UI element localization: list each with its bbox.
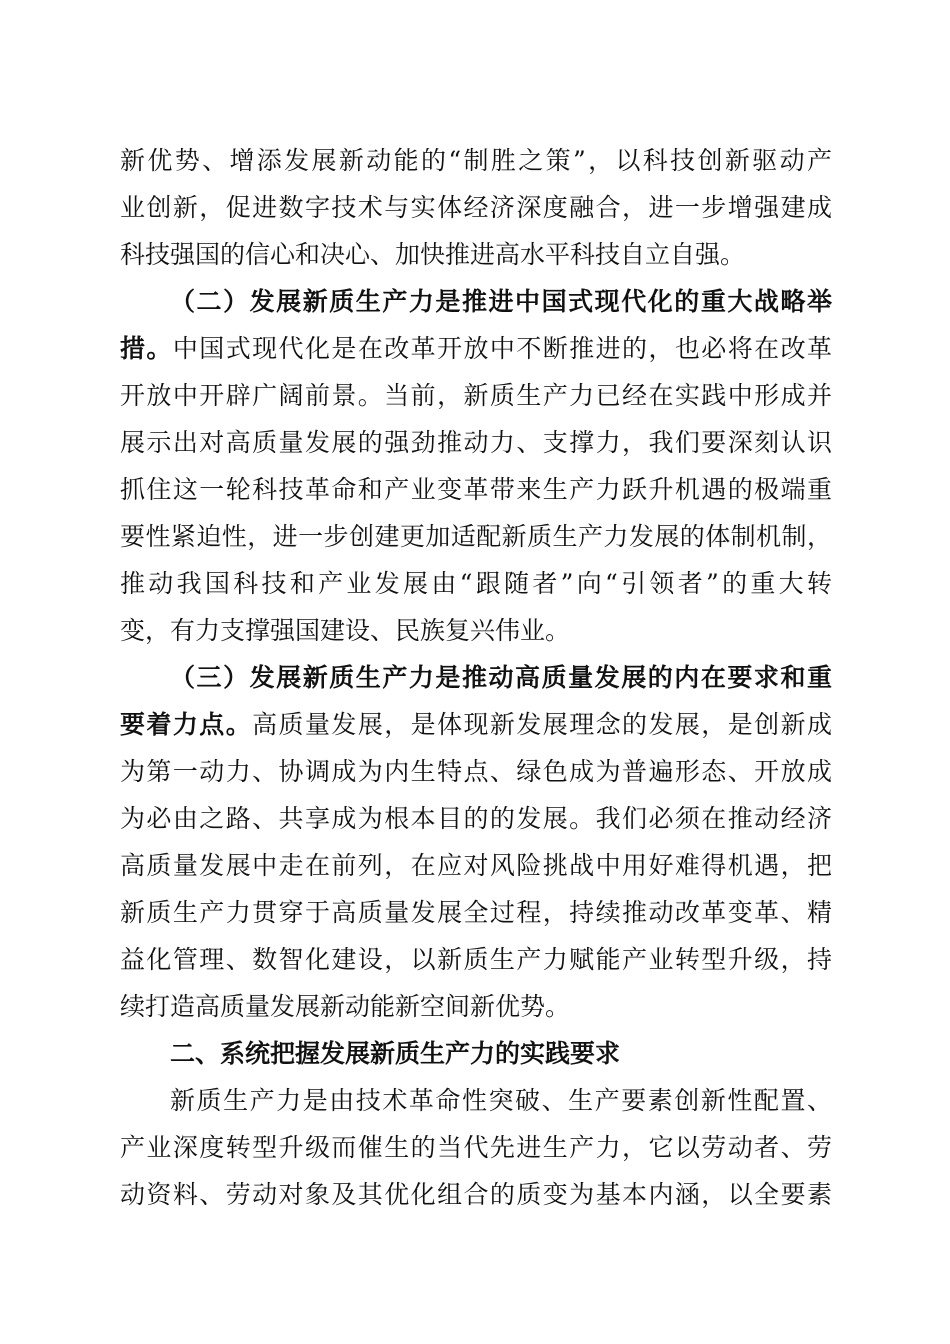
text-line: 新优势、增添发展新动能的“制胜之策”，以科技创新驱动产 [120,146,832,175]
section-3-line-2 [120,710,832,740]
text-line: 推动我国科技和产业发展由“跟随者”向“引领者”的重大转 [120,569,832,598]
text-line: 要性紧迫性，进一步创建更加适配新质生产力发展的体制机制， [120,522,832,551]
text-line: 动资料、劳动对象及其优化组合的质变为基本内涵，以全要素 [120,1180,832,1209]
text-line: 新质生产力贯穿于高质量发展全过程，持续推动改革变革、精 [120,898,832,927]
text-line: 为第一动力、协调成为内生特点、绿色成为普遍形态、开放成 [120,757,832,786]
section-2-text: 中国式现代化是在改革开放中不断推进的，也必将在改革 [172,334,832,363]
section-2-bold-lead: （二）发展新质生产力是推进中国式现代化的重大战略举 [170,287,832,316]
section-3-bold-tail: 要着力点。 [120,710,253,739]
text-line: 高质量发展中走在前列，在应对风险挑战中用好难得机遇，把 [120,851,832,880]
text-line: 益化管理、数智化建设，以新质生产力赋能产业转型升级，持 [120,945,832,974]
section-2-line-2 [120,334,832,364]
text-line: 新质生产力是由技术革命性突破、生产要素创新性配置、 [170,1086,832,1115]
text-line: 续打造高质量发展新动能新空间新优势。 [120,992,571,1021]
section-3-bold-lead: （三）发展新质生产力是推动高质量发展的内在要求和重 [170,663,832,692]
section-heading: 二、系统把握发展新质生产力的实践要求 [170,1039,621,1068]
text-line: 开放中开辟广阔前景。当前，新质生产力已经在实践中形成并 [120,381,832,410]
text-line: 科技强国的信心和决心、加快推进高水平科技自立自强。 [120,240,746,269]
text-line: 为必由之路、共享成为根本目的的发展。我们必须在推动经济 [120,804,832,833]
section-3-text: 高质量发展，是体现新发展理念的发展，是创新成 [252,710,832,739]
text-line: 变，有力支撑强国建设、民族复兴伟业。 [120,616,571,645]
text-line: 展示出对高质量发展的强劲推动力、支撑力，我们要深刻认识 [120,428,832,457]
section-2-bold-tail: 措。 [120,334,173,363]
text-line: 业创新，促进数字技术与实体经济深度融合，进一步增强建成 [120,193,832,222]
text-line: 抓住这一轮科技革命和产业变革带来生产力跃升机遇的极端重 [120,475,832,504]
text-line: 产业深度转型升级而催生的当代先进生产力，它以劳动者、劳 [120,1133,832,1162]
